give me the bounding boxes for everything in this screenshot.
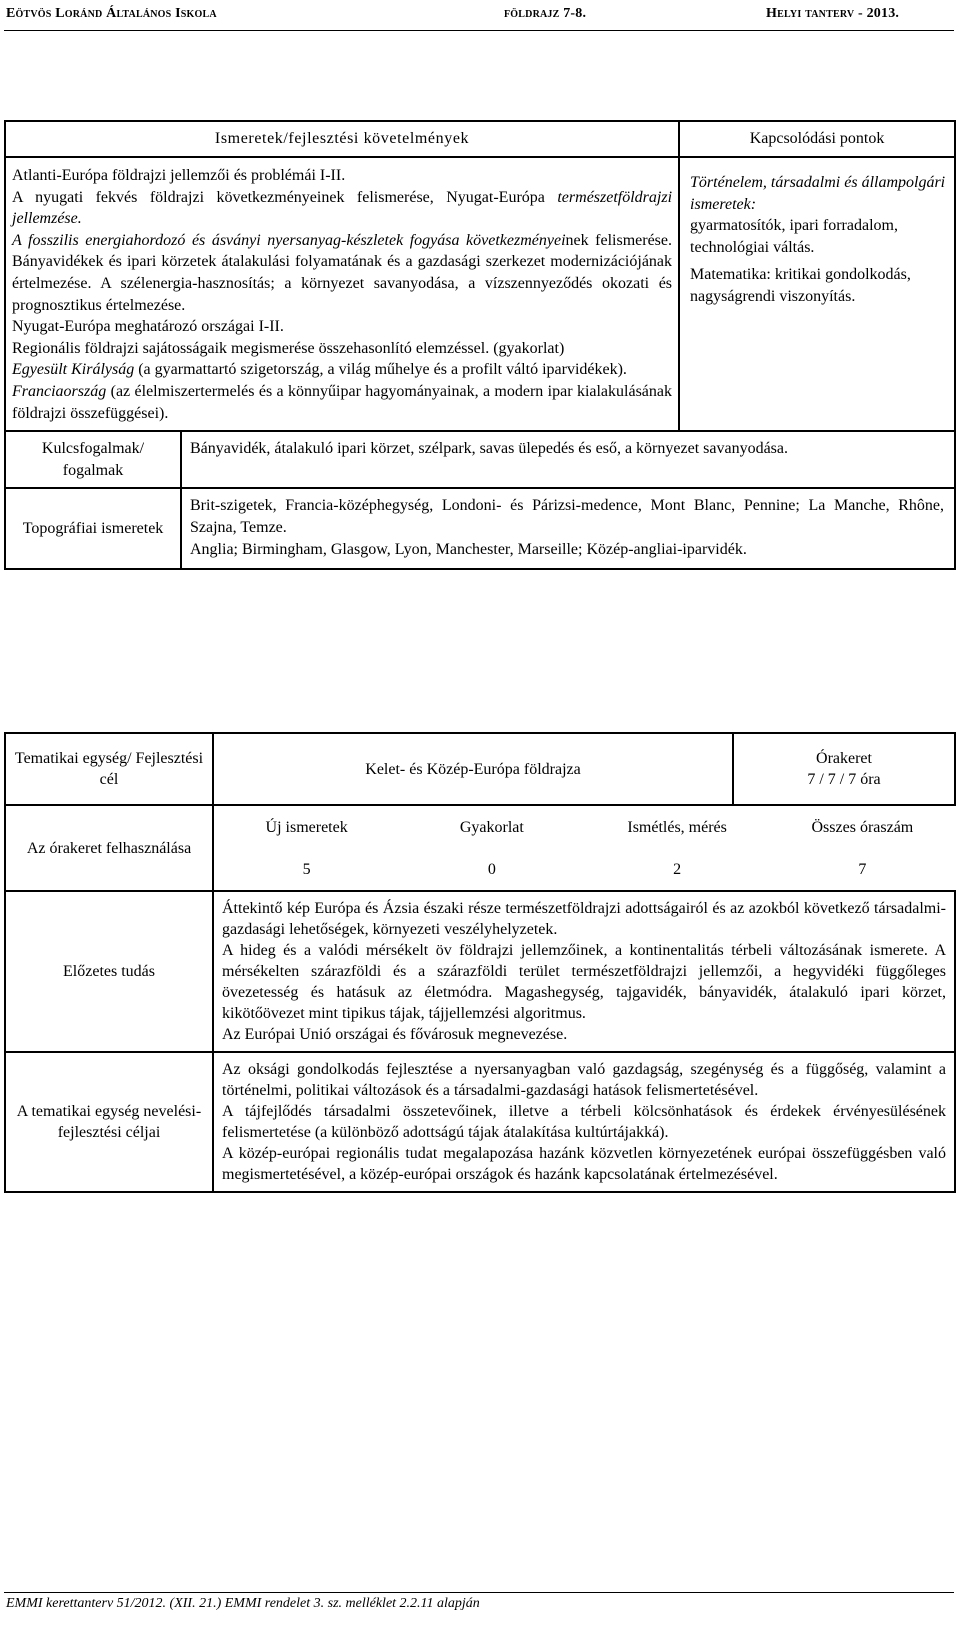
req-line: Regionális földrajzi sajátosságaik megismerése összehasonlító elemzéssel. (gyakorlat) — [12, 339, 565, 357]
req-line: Franciaország (az élelmiszertermelés és a könnyűipar hagyományainak, a modern ipar kialakulásának földrajzi összefüggései). — [12, 382, 673, 422]
connections-body — [679, 157, 955, 431]
footer-divider — [4, 1592, 954, 1593]
goals-body — [213, 1052, 955, 1192]
req-line: A nyugati fekvés földrajzi következményeinek felismerése, Nyugat-Európa természetföldrajzi jellemzése. — [12, 188, 673, 228]
connections-heading: Kapcsolódási pontok — [679, 121, 955, 157]
goal-paragraph: A közép-európai regionális tudat megalapozása hazánk közvetlen környezetének európai összefüggésben való megismertetésével, a közép-európai országok és hazánk kapcsolatának értelmezésével. — [222, 1145, 946, 1183]
usage-value: 0 — [487, 860, 496, 878]
prior-knowledge-label: Előzetes tudás — [5, 891, 213, 1052]
goal-paragraph: A tájfejlődés társadalmi összetevőinek, illetve a térbeli kölcsönhatások és érdekek érvényesülésének felismertetése (a különböző adottságú tájak átalakítása kultúrtájakká). — [222, 1103, 946, 1141]
requirements-heading: Ismeretek/fejlesztési követelmények — [5, 121, 679, 157]
hours-label: Órakeret — [816, 750, 872, 767]
usage-value: 5 — [302, 860, 311, 878]
unit-title: Kelet- és Közép-Európa földrajza — [213, 733, 733, 805]
usage-grid-cell — [213, 805, 955, 891]
usage-value: 7 — [858, 860, 867, 878]
prior-paragraph: Áttekintő kép Európa és Ázsia északi része természetföldrajzi adottságairól és az azokból következő társadalmi-gazdasági lehetőségek, környezeti veszélyhelyzetek. — [222, 900, 946, 938]
goals-label: A tematikai egység nevelési-fejlesztési céljai — [5, 1052, 213, 1192]
subject-name: földrajz 7-8. — [504, 6, 587, 21]
requirements-body — [5, 157, 679, 431]
topography-value: Brit-szigetek, Francia-középhegység, Londoni- és Párizsi-medence, Mont Blanc, Pennine; La Manche, Rhône, Szajna, Temze. Anglia; Birmingham, Glasgow, Lyon, Manchester, Marseille; Közép-angliai-iparvidék. — [181, 488, 955, 569]
topography-label: Topográfiai ismeretek — [5, 488, 181, 569]
prior-knowledge-body — [213, 891, 955, 1052]
connection-math: Matematika: kritikai gondolkodás, nagyságrendi viszonyítás. — [690, 266, 911, 305]
usage-label: Az órakeret felhasználása — [5, 805, 213, 891]
usage-header: Ismétlés, mérés — [627, 818, 727, 836]
usage-value: 2 — [673, 860, 682, 878]
usage-header: Gyakorlat — [459, 818, 524, 836]
unit-label: Tematikai egység/ Fejlesztési cél — [5, 733, 213, 805]
usage-grid — [214, 806, 955, 890]
req-line: A fosszilis energiahordozó és ásványi nyersanyag-készletek fogyása következményeinek felismerése. Bányavidékek és ipari körzetek átalakulási folyamatának és a gazdasági szerkezet modernizációjának értelmezése. A szélenergia-hasznosítás; a környezet savanyodása, a vízszennyeződés okozati és prognosztikus értelmezése. — [12, 231, 673, 314]
key-concepts-label: Kulcsfogalmak/ fogalmak — [5, 431, 181, 488]
prior-paragraph: A hideg és a valódi mérsékelt öv földrajzi jellemzőinek, a kontinentalitás térbeli változásának ismerete. A mérsékelten szárazföldi és a szárazföldi terület természetföldrajzi jellemzői, a hegyvidéki függőleges övezetesség és hatásuk az életmódra. Magashegység, tajgavidék, bányavidék, átalakuló ipari körzet, kikötőövezet mint tipikus tájak, tájjellemzési algoritmus. — [222, 942, 946, 1022]
header-divider — [4, 30, 954, 31]
hours-value: 7 / 7 / 7 óra — [807, 771, 881, 788]
page-header — [6, 4, 952, 26]
document-name: Helyi tanterv - 2013. — [766, 6, 900, 21]
usage-header: Új ismeretek — [265, 818, 348, 836]
connection-history-label: Történelem, társadalmi és állampolgári ismeretek: — [690, 174, 946, 213]
requirements-table — [4, 120, 956, 570]
unit-table — [4, 732, 956, 1193]
req-line: Egyesült Királyság (a gyarmattartó szigetország, a világ műhelye és a profilt váltó iparvidékek). — [12, 361, 627, 379]
prior-paragraph: Az Európai Unió országai és fővárosuk megnevezése. — [222, 1026, 568, 1043]
school-name: Eötvös Loránd Általános Iskola — [6, 6, 217, 21]
req-line: Atlanti-Európa földrajzi jellemzői és problémái I-II. — [12, 167, 346, 184]
goal-paragraph: Az oksági gondolkodás fejlesztése a nyersanyagban való gazdagság, szegénység és a függőség, valamint a történelmi, politikai változások és a társadalmi-gazdasági hatások felismertetésével. — [222, 1061, 946, 1099]
usage-header: Összes óraszám — [811, 818, 914, 836]
req-line: Nyugat-Európa meghatározó országai I-II. — [12, 318, 284, 336]
key-concepts-value: Bányavidék, átalakuló ipari körzet, szélpark, savas ülepedés és eső, a környezet savanyodása. — [181, 431, 955, 488]
connection-history-text: gyarmatosítók, ipari forradalom, technológiai váltás. — [690, 217, 898, 256]
hours-cell — [733, 733, 955, 805]
page-footer: EMMI kerettanterv 51/2012. (XII. 21.) EMMI rendelet 3. sz. melléklet 2.2.11 alapján — [6, 1596, 480, 1611]
